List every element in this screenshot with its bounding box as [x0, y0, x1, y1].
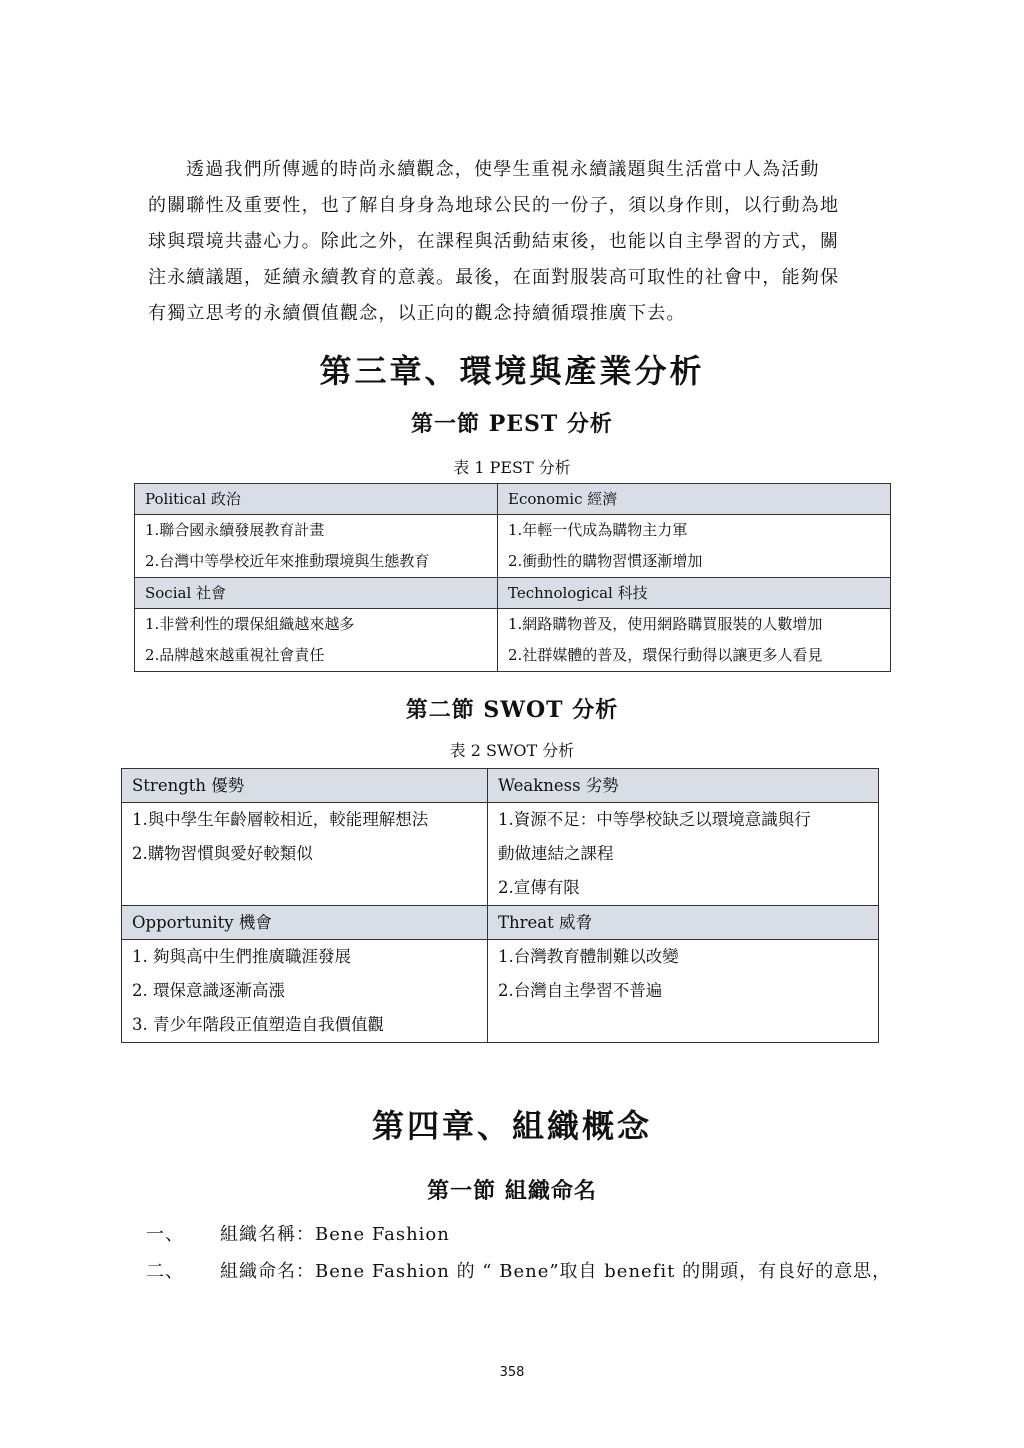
- table-cell-line: 動做連結之課程: [498, 844, 614, 863]
- table-cell-line: 2.台灣自主學習不普遍: [498, 981, 663, 1000]
- pest-economic-header: Economic 經濟: [498, 484, 891, 515]
- table-caption: 表 1 PEST 分析: [453, 458, 571, 477]
- table-cell-line: 1. 夠與高中生們推廣職涯發展: [132, 947, 351, 966]
- intro-line: 有獨立思考的永續價值觀念，以正向的觀念持續循環推廣下去。: [148, 303, 686, 324]
- pest-technological-cell: [498, 609, 891, 672]
- table-cell-line: 1.網路購物普及，使用網路購買服裝的人數增加: [508, 615, 823, 633]
- table-cell-line: 1.台灣教育體制難以改變: [498, 947, 679, 966]
- swot-threat-cell: [488, 940, 879, 1043]
- section-title: 第一節 PEST 分析: [411, 411, 613, 437]
- pest-political-header: Political 政治: [135, 484, 498, 515]
- swot-opportunity-header: Opportunity 機會: [122, 906, 488, 940]
- chapter-title: 第三章、環境與產業分析: [319, 352, 705, 390]
- table-caption: 表 2 SWOT 分析: [449, 741, 575, 760]
- list-item-number: 二、: [146, 1261, 184, 1282]
- intro-line: 的關聯性及重要性，也了解自身身為地球公民的一份子，須以身作則，以行動為地: [148, 195, 840, 216]
- list-item-text: 組織命名：Bene Fashion 的 “ Bene”取自 benefit 的開頭，有良好的意思，: [220, 1261, 892, 1282]
- list-item: [146, 1257, 891, 1283]
- swot-strength-header: Strength 優勢: [122, 769, 488, 803]
- table-cell-line: 3. 青少年階段正值塑造自我價值觀: [132, 1015, 384, 1034]
- pest-social-cell: [135, 609, 498, 672]
- intro-line: 球與環境共盡心力。除此之外，在課程與活動結束後，也能以自主學習的方式，關: [148, 231, 840, 252]
- table-cell-line: 1.非營利性的環保組織越來越多: [145, 615, 355, 633]
- list-item-number: 一、: [146, 1224, 184, 1245]
- pest-technological-header: Technological 科技: [498, 578, 891, 609]
- section-title: 第二節 SWOT 分析: [405, 697, 619, 723]
- pest-political-cell: [135, 515, 498, 578]
- swot-strength-cell: [122, 803, 488, 906]
- table-cell-line: 2.品牌越來越重視社會責任: [145, 646, 325, 664]
- chapter-title: 第四章、組織概念: [371, 1107, 652, 1145]
- table-cell-line: 1.年輕一代成為購物主力軍: [508, 521, 688, 539]
- swot-table: [121, 768, 879, 1043]
- table-cell-line: 1.與中學生年齡層較相近，較能理解想法: [132, 810, 429, 829]
- table-cell-line: 1.聯合國永續發展教育計畫: [145, 521, 325, 539]
- list-item: [146, 1220, 450, 1246]
- pest-social-header: Social 社會: [135, 578, 498, 609]
- swot-weakness-cell: [488, 803, 879, 906]
- table-cell-line: 2.衝動性的購物習慣逐漸增加: [508, 552, 703, 570]
- page-number: 358: [499, 1365, 525, 1380]
- section-title: 第一節 組織命名: [427, 1178, 597, 1204]
- table-cell-line: 2.台灣中等學校近年來推動環境與生態教育: [145, 552, 430, 570]
- swot-threat-header: Threat 威脅: [488, 906, 879, 940]
- table-cell-line: 1.資源不足：中等學校缺乏以環境意識與行: [498, 810, 811, 829]
- intro-line: 透過我們所傳遞的時尚永續觀念，使學生重視永續議題與生活當中人為活動: [186, 159, 820, 180]
- pest-economic-cell: [498, 515, 891, 578]
- table-cell-line: 2. 環保意識逐漸高漲: [132, 981, 285, 1000]
- table-cell-line: 2.宣傳有限: [498, 878, 580, 897]
- intro-line: 注永續議題，延續永續教育的意義。最後，在面對服裝高可取性的社會中，能夠保: [148, 267, 840, 288]
- table-cell-line: 2.購物習慣與愛好較類似: [132, 844, 313, 863]
- table-cell-line: 2.社群媒體的普及，環保行動得以讓更多人看見: [508, 646, 823, 664]
- intro-paragraph: [148, 152, 883, 332]
- list-item-text: 組織名稱：Bene Fashion: [220, 1224, 450, 1245]
- swot-weakness-header: Weakness 劣勢: [488, 769, 879, 803]
- swot-opportunity-cell: [122, 940, 488, 1043]
- pest-table: [134, 483, 891, 672]
